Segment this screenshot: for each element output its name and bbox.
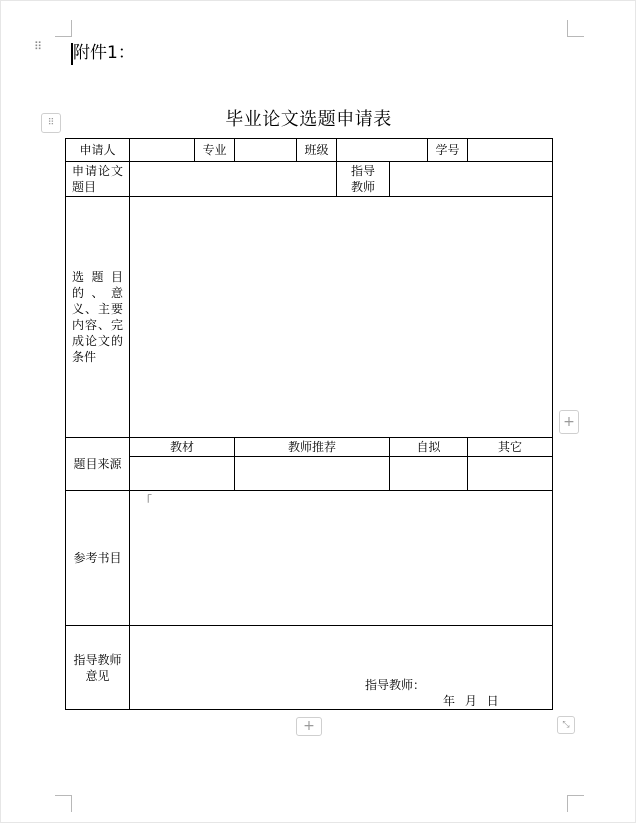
references-content-cell[interactable] xyxy=(130,491,553,626)
margin-corner-top-right xyxy=(567,20,584,37)
purpose-label: 选题目的、意义、主要内容、完成论文的条件 xyxy=(66,197,130,438)
add-column-button[interactable]: + xyxy=(559,410,579,434)
attachment-label[interactable]: 附件1： xyxy=(73,43,135,63)
paragraph-drag-handle-icon[interactable]: ⠿ xyxy=(34,40,44,53)
margin-corner-top-left xyxy=(55,20,72,37)
thesis-topic-label: 申请论文题目 xyxy=(66,162,130,197)
student-id-label: 学号 xyxy=(428,139,468,162)
table-resize-handle-icon[interactable]: ⤡ xyxy=(557,716,575,734)
table-move-handle-icon[interactable]: ⠿ xyxy=(41,113,61,133)
source-option-teacher-recommended: 教师推荐 xyxy=(235,438,390,457)
source-option-other: 其它 xyxy=(468,438,553,457)
source-self-proposed-check-cell[interactable] xyxy=(390,457,468,491)
advisor-opinion-content-cell[interactable] xyxy=(130,626,553,710)
major-label: 专业 xyxy=(195,139,235,162)
signature-date-line: 年 月 日 xyxy=(443,694,499,708)
advisor-opinion-label: 指导教师意见 xyxy=(66,626,130,710)
applicant-label: 申请人 xyxy=(66,139,130,162)
form-title[interactable]: 毕业论文选题申请表 xyxy=(225,109,392,130)
source-textbook-check-cell[interactable] xyxy=(130,457,235,491)
thesis-topic-value-cell[interactable] xyxy=(130,162,337,197)
add-row-button[interactable]: + xyxy=(296,717,322,736)
source-option-textbook: 教材 xyxy=(130,438,235,457)
source-teacher-recommended-check-cell[interactable] xyxy=(235,457,390,491)
purpose-content-cell[interactable] xyxy=(130,197,553,438)
references-label: 参考书目 xyxy=(66,491,130,626)
applicant-value-cell[interactable] xyxy=(130,139,195,162)
source-other-check-cell[interactable] xyxy=(468,457,553,491)
margin-corner-bottom-left xyxy=(55,795,72,812)
advisor-signature-label: 指导教师： xyxy=(365,678,426,692)
class-value-cell[interactable] xyxy=(337,139,428,162)
major-value-cell[interactable] xyxy=(235,139,297,162)
references-mark: 「 xyxy=(140,494,153,508)
advisor-value-cell[interactable] xyxy=(390,162,553,197)
source-label: 题目来源 xyxy=(66,438,130,491)
margin-corner-bottom-right xyxy=(567,795,584,812)
advisor-label: 指导教师 xyxy=(337,162,390,197)
source-option-self-proposed: 自拟 xyxy=(390,438,468,457)
student-id-value-cell[interactable] xyxy=(468,139,553,162)
application-form-table xyxy=(65,138,553,710)
class-label: 班级 xyxy=(297,139,337,162)
